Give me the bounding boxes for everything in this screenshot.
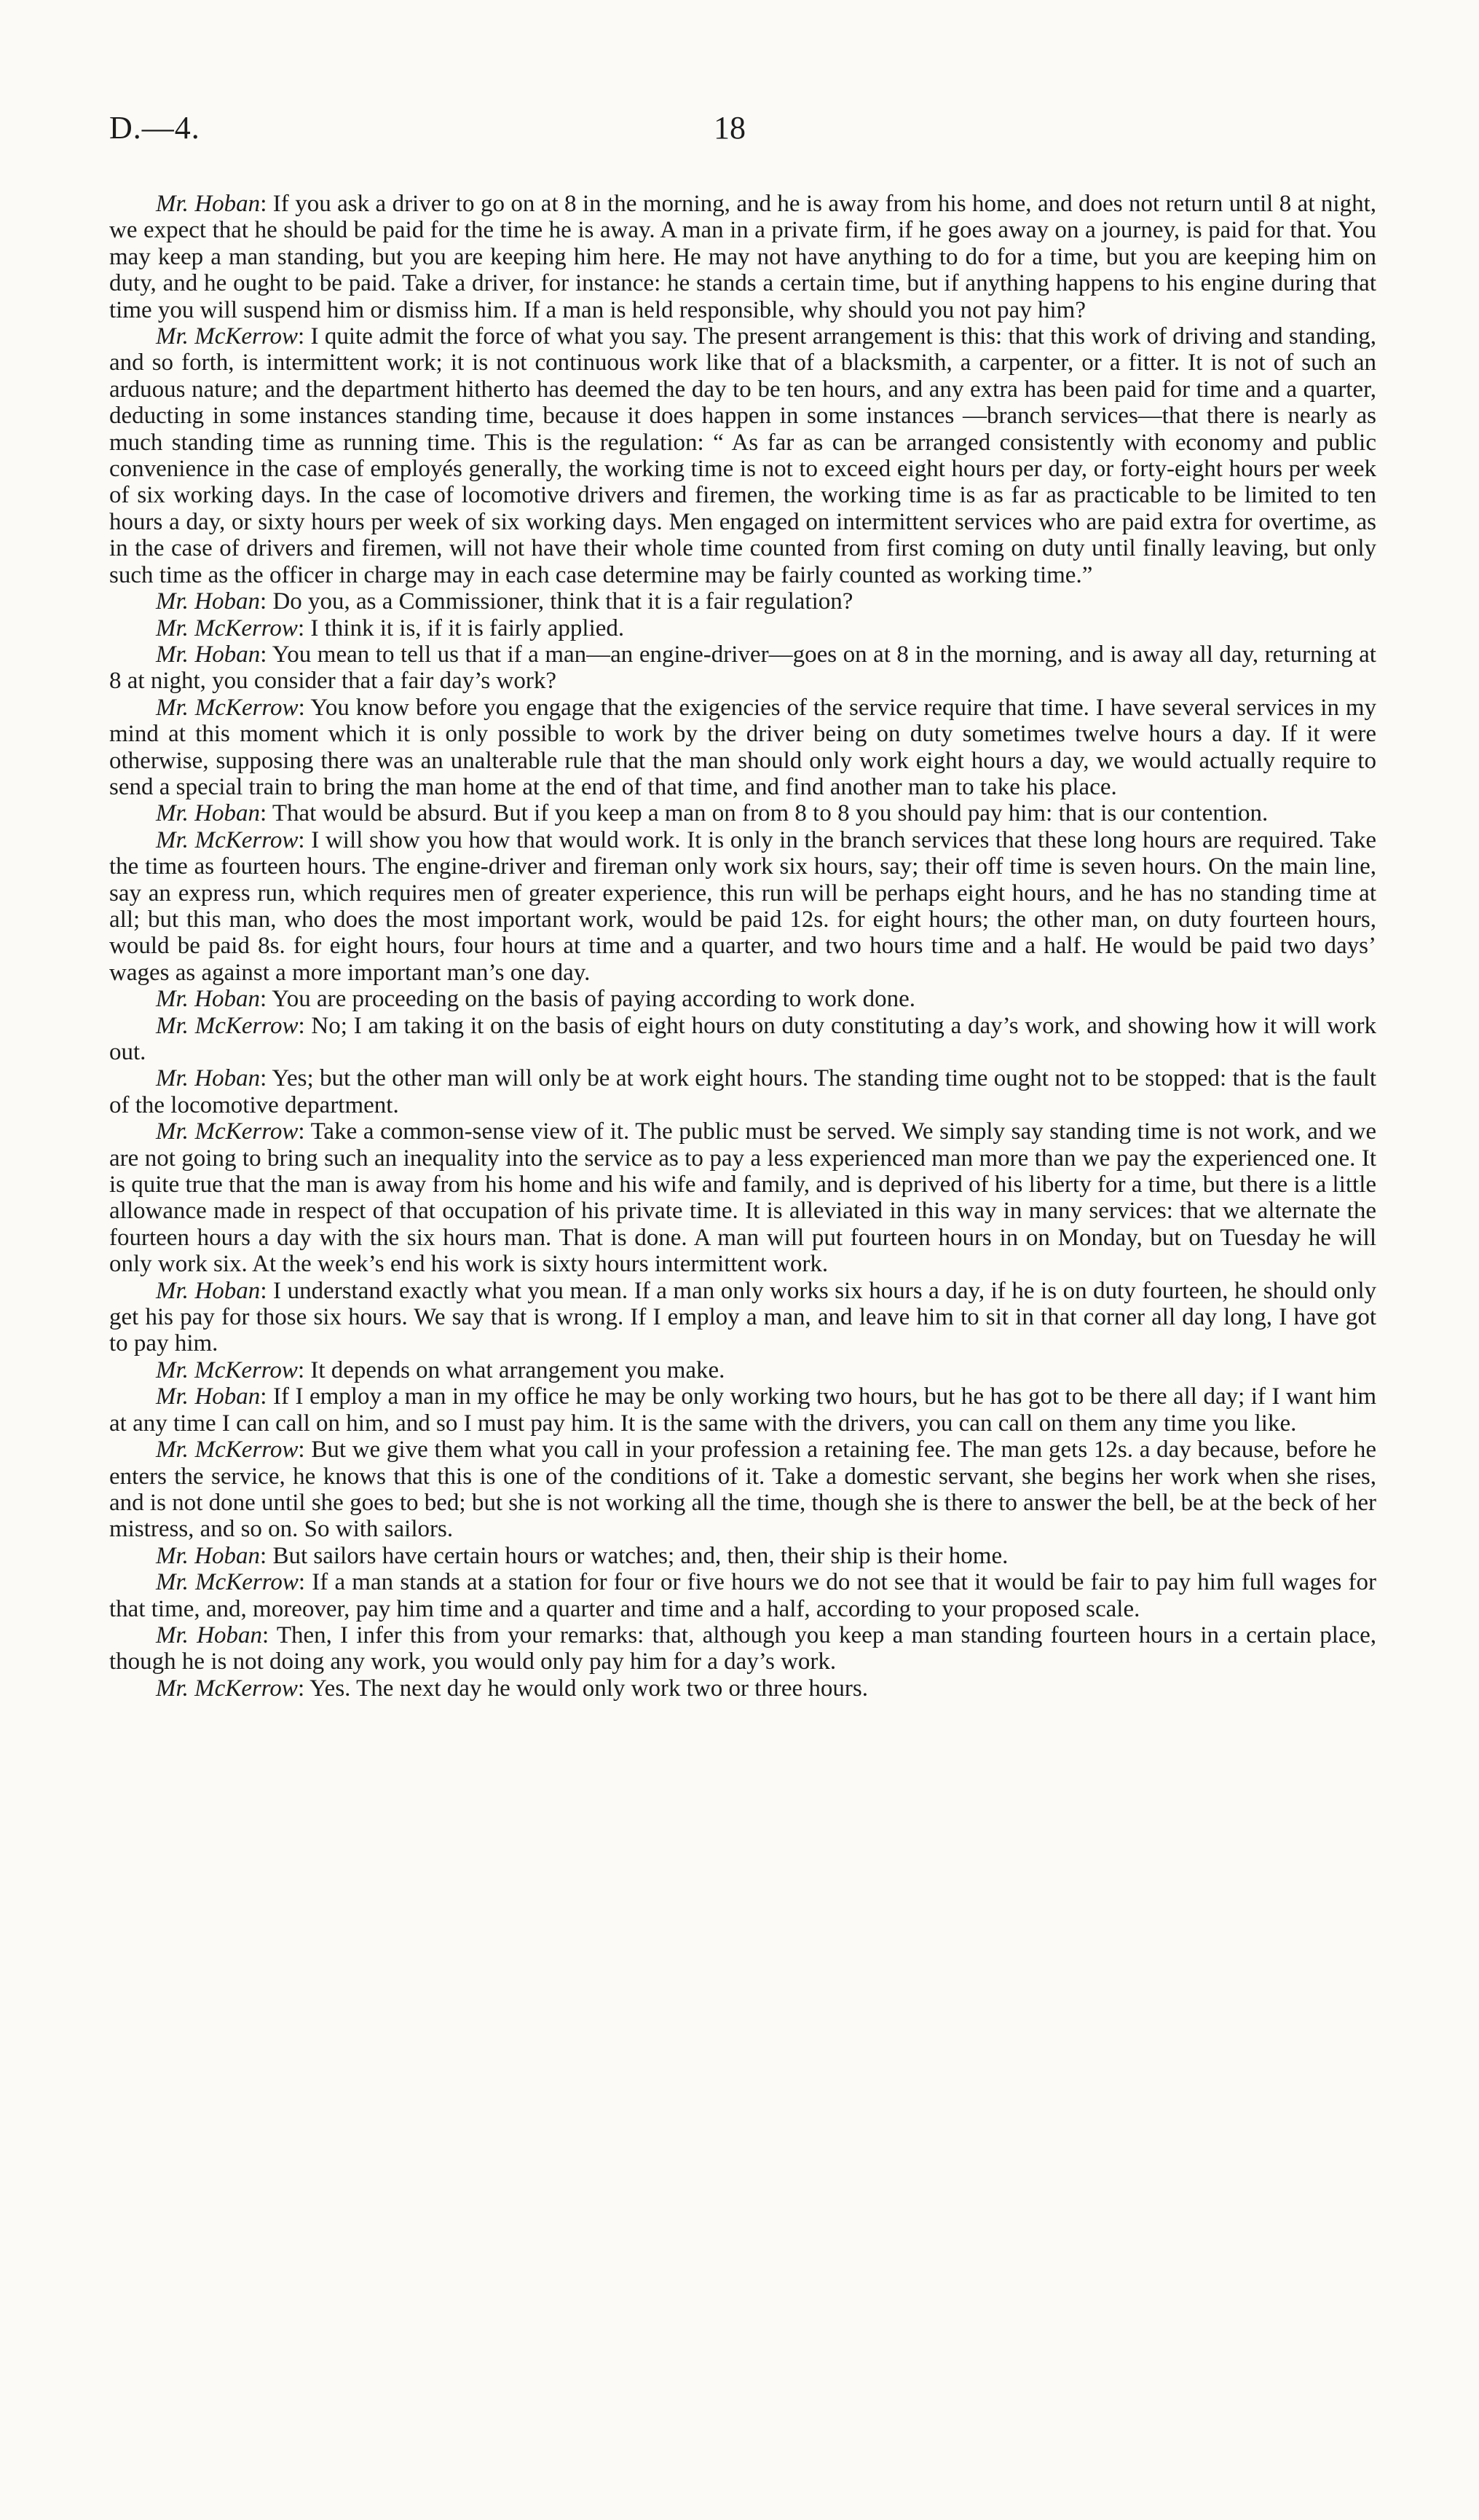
page-header <box>109 109 1376 167</box>
transcript-paragraph <box>109 588 1376 615</box>
speaker-separator: : <box>260 986 272 1013</box>
transcript-paragraph <box>109 1543 1376 1569</box>
speaker-separator: : <box>297 1356 311 1383</box>
transcript-paragraph <box>109 1437 1376 1543</box>
paragraph-text: Take a common-sense view of it. The public must be served. We simply say standing time is not work, and we are not going to bring such an inequality into the service as to pay a less experienced man more than we pay the experienced one. It is quite true that the man is away from his home and his wife and family, and is deprived of his liberty for a time, but there is a little allowance made in respect of that occupation of his private time. It is alleviated in this way in many services: that we alternate the fourteen hours a day with the six hours man. That is done. A man will put fourteen hours in on Monday, but on Tuesday he will only work six. At the week’s end his work is sixty hours intermittent work. <box>109 1118 1377 1278</box>
transcript-paragraph <box>109 800 1376 826</box>
transcript-paragraph <box>109 1013 1376 1066</box>
speaker-name: Mr. McKerrow <box>156 1356 298 1383</box>
speaker-separator: : <box>260 1065 272 1092</box>
paragraph-text: But sailors have certain hours or watches; and, then, their ship is their home. <box>272 1542 1009 1569</box>
speaker-separator: : <box>260 588 273 615</box>
speaker-name: Mr. McKerrow <box>156 615 298 641</box>
paragraph-text: You mean to tell us that if a man—an engine-driver—goes on at 8 in the morning, and is away all day, returning at 8 at night, you consider that a fair day’s work? <box>109 641 1376 695</box>
speaker-name: Mr. McKerrow <box>156 1437 299 1464</box>
transcript-paragraph <box>109 641 1376 695</box>
paragraph-text: I understand exactly what you mean. If a man only works six hours a day, if he is on duty fourteen, he should only get his pay for those six hours. We say that is wrong. If I employ a man, and leave him to sit in that corner all day long, I have got to pay him. <box>109 1277 1377 1357</box>
paragraph-text: Then, I infer this from your remarks: that, although you keep a man standing fourteen hours in a certain place, though he is not doing any work, you would only pay him for a day’s work. <box>109 1622 1376 1675</box>
transcript-paragraph <box>109 695 1376 801</box>
paragraph-text: I quite admit the force of what you say. The present arrangement is this: that this work of driving and standing, and so forth, is intermittent work; it is not continuous work like that of a blacksmith, a carpenter, or a fitter. It is not of such an arduous nature; and the department hitherto has deemed the day to be ten hours, and any extra has been paid for time and a quarter, deducting in some instances standing time, because it does happen in some instances —branch services—that there is nearly as much standing time as running time. This is the regulation: “ As far as can be arranged consistently with economy and public convenience in the case of employés generally, the working time is not to exceed eight hours per day, or forty-eight hours per week of six working days. In the case of locomotive drivers and firemen, the working time is as far as practicable to be limited to ten hours a day, or sixty hours per week of six working days. Men engaged on intermittent services who are paid extra for overtime, as in the case of drivers and firemen, will not have their whole time counted from first coming on duty until finally leaving, but only such time as the officer in charge may in each case determine may be fairly counted as working time.” <box>109 323 1376 588</box>
speaker-name: Mr. McKerrow <box>156 826 299 853</box>
document-reference: D.—4. <box>109 110 200 146</box>
transcript-paragraph <box>109 1278 1376 1357</box>
speaker-separator: : <box>298 323 311 350</box>
paragraph-text: If a man stands at a station for four or five hours we do not see that it would be fair to pay him full wages for that time, and, moreover, pay him time and a quarter and time and a half, according to your proposed scale. <box>109 1569 1376 1622</box>
paragraph-text: If I employ a man in my office he may be only working two hours, but he has got to be there all day; if I want him at any time I can call on him, and so I must pay him. It is the same with the drivers, you can call on them any time you like. <box>109 1383 1376 1437</box>
paragraph-text: If you ask a driver to go on at 8 in the morning, and he is away from his home, and does not return until 8 at night, we expect that he should be paid for the time he is away. A man in a private firm, if he goes away on a journey, is paid for that. You may keep a man standing, but you are keeping him here. He may not have anything to do for a time, but you are keeping him on duty, and he ought to be paid. Take a driver, for instance: he stands a certain time, but if anything happens to his engine during that time you will suspend him or dismiss him. If a man is held responsible, why should you not pay him? <box>109 191 1376 323</box>
speaker-separator: : <box>298 694 311 721</box>
speaker-name: Mr. McKerrow <box>156 1569 299 1596</box>
paragraph-text: Yes. The next day he would only work two or three hours. <box>309 1675 869 1702</box>
speaker-name: Mr. Hoban <box>156 191 261 217</box>
transcript-paragraph <box>109 1622 1376 1675</box>
transcript-paragraph <box>109 323 1376 588</box>
transcript-paragraph <box>109 1118 1376 1277</box>
paragraph-text: I will show you how that would work. It is only in the branch services that these long hours are required. Take the time as fourteen hours. The engine-driver and fireman only work six hours, say; their off time is seven hours. On the main line, say an express run, which requires men of greater experience, this run will be perhaps eight hours, and he has no standing time at all; but this man, who does the most important work, would be paid 12s. for eight hours; the other man, on duty fourteen hours, would be paid 8s. for eight hours, four hours at time and a quarter, and two hours time and a half. He would be paid two days’ wages as against a more important man’s one day. <box>109 826 1376 986</box>
speaker-separator: : <box>297 1675 310 1702</box>
speaker-name: Mr. Hoban <box>156 588 261 615</box>
speaker-name: Mr. Hoban <box>156 1542 261 1569</box>
paragraph-text: It depends on what arrangement you make. <box>310 1356 725 1383</box>
paragraph-text: But we give them what you call in your profession a retaining fee. The man gets 12s. a day because, before he enters the service, he knows that this is one of the conditions of it. Take a domestic servant, she begins her work when she rises, and is not done until she goes to bed; but she is not working all the time, though she is there to answer the bell, be at the beck of her mistress, and so on. So with sailors. <box>109 1437 1376 1543</box>
speaker-name: Mr. Hoban <box>156 641 261 668</box>
transcript-paragraph <box>109 1065 1376 1118</box>
speaker-name: Mr. Hoban <box>156 1622 262 1648</box>
paragraph-text: Yes; but the other man will only be at work eight hours. The standing time ought not to be stopped: that is the fault of the locomotive department. <box>109 1065 1376 1118</box>
speaker-name: Mr. McKerrow <box>156 1118 299 1145</box>
speaker-separator: : <box>260 191 273 217</box>
speaker-name: Mr. McKerrow <box>156 323 299 350</box>
speaker-name: Mr. McKerrow <box>156 1675 298 1702</box>
speaker-separator: : <box>260 641 272 668</box>
speaker-name: Mr. Hoban <box>156 800 261 827</box>
paragraph-text: You are proceeding on the basis of paying according to work done. <box>272 986 915 1013</box>
speaker-name: Mr. Hoban <box>156 1065 261 1092</box>
transcript-paragraph <box>109 986 1376 1012</box>
paragraph-text: That would be absurd. But if you keep a man on from 8 to 8 you should pay him: that is our contention. <box>272 800 1269 827</box>
paragraph-text: No; I am taking it on the basis of eight hours on duty constituting a day’s work, and showing how it will work out. <box>109 1012 1376 1065</box>
transcript-paragraph <box>109 1383 1376 1437</box>
speaker-separator: : <box>260 1542 273 1569</box>
paragraph-text: You know before you engage that the exigencies of the service require that time. I have several services in my mind at this moment which it is only possible to work by the driver being on duty sometimes twelve hours a day. If it were otherwise, supposing there was an unalterable rule that the man should only work eight hours a day, we would actually require to send a special train to bring the man home at the end of that time, and find another man to take his place. <box>109 694 1376 800</box>
page-number: 18 <box>714 110 746 146</box>
paragraph-text: Do you, as a Commissioner, think that it is a fair regulation? <box>272 588 853 615</box>
transcript-paragraph <box>109 1357 1376 1383</box>
speaker-separator: : <box>260 800 272 827</box>
paragraph-text: I think it is, if it is fairly applied. <box>310 615 625 641</box>
speaker-separator: : <box>262 1622 277 1648</box>
speaker-name: Mr. Hoban <box>156 1383 261 1410</box>
transcript-paragraph <box>109 1675 1376 1702</box>
speaker-separator: : <box>260 1383 273 1410</box>
speaker-separator: : <box>297 615 311 641</box>
speaker-separator: : <box>298 1437 312 1464</box>
transcript-body <box>109 191 1376 1702</box>
transcript-paragraph <box>109 615 1376 641</box>
speaker-name: Mr. McKerrow <box>156 694 299 721</box>
transcript-paragraph <box>109 827 1376 986</box>
speaker-separator: : <box>298 1569 312 1596</box>
transcript-paragraph <box>109 1569 1376 1622</box>
speaker-name: Mr. McKerrow <box>156 1012 299 1039</box>
speaker-separator: : <box>260 1277 274 1304</box>
speaker-name: Mr. Hoban <box>156 986 261 1013</box>
speaker-separator: : <box>298 1012 312 1039</box>
transcript-paragraph <box>109 191 1376 323</box>
speaker-separator: : <box>298 826 312 853</box>
speaker-name: Mr. Hoban <box>156 1277 261 1304</box>
speaker-separator: : <box>298 1118 311 1145</box>
